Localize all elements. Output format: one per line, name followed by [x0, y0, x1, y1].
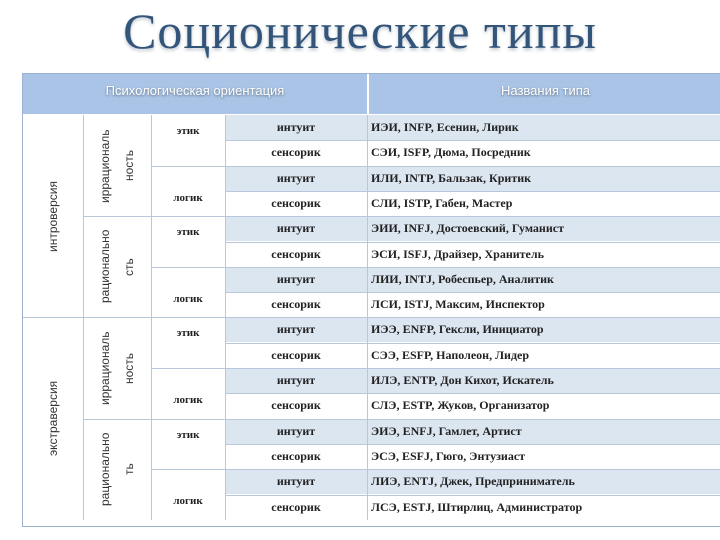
type-name-cell: СЛИ, ISTP, Габен, Мастер: [371, 195, 513, 210]
ethic-label: этик: [176, 125, 200, 137]
grid-line: [225, 444, 720, 445]
grid-line: [225, 292, 720, 293]
logic-label: логик: [173, 292, 203, 305]
rationality-label: сть: [122, 258, 136, 276]
sub-type-cell: сенсорик: [271, 297, 321, 312]
ethic-label: этик: [176, 428, 200, 441]
rationality-label: ность: [122, 352, 136, 384]
sub-type-cell: интуит: [276, 221, 316, 236]
type-name-cell: ЭИИ, INFJ, Достоевский, Гуманист: [371, 221, 564, 236]
table-header: [23, 74, 720, 114]
sub-type-cell: интуит: [276, 373, 316, 387]
type-name-cell: ИЛИ, INTP, Бальзак, Критик: [371, 170, 532, 185]
logic-label: логик: [173, 495, 203, 508]
ethic-label: этик: [176, 226, 200, 239]
grid-line: [225, 343, 720, 344]
grid-line: [225, 393, 720, 394]
grid-line: [151, 368, 720, 369]
header-type-names: Названия типа: [367, 74, 720, 114]
grid-line: [225, 495, 720, 496]
sub-type-cell: интуит: [276, 120, 316, 134]
sub-type-cell: интуит: [276, 170, 316, 185]
type-name-cell: ИЭЭ, ENFP, Гексли, Инициатор: [371, 322, 544, 337]
sub-type-cell: сенсорик: [271, 145, 321, 160]
rationality-label: ть: [122, 463, 136, 476]
type-name-cell: СЭЭ, ESFP, Наполеон, Лидер: [371, 347, 530, 362]
sub-type-cell: сенсорик: [271, 195, 321, 210]
type-name-cell: СЭИ, ISFP, Дюма, Посредник: [371, 145, 531, 160]
extraversion-label: экстраверсия: [46, 380, 60, 457]
type-name-cell: СЛЭ, ESTP, Жуков, Организатор: [371, 398, 550, 413]
grid-line: [83, 216, 720, 217]
type-name-cell: ИЭИ, INFP, Есенин, Лирик: [371, 120, 519, 134]
type-name-cell: ИЛЭ, ENTP, Дон Кихот, Искатель: [371, 373, 554, 387]
ethic-label: этик: [176, 327, 200, 340]
grid-line: [151, 469, 720, 470]
grid-line: [225, 242, 720, 243]
type-name-cell: ЭСИ, ISFJ, Драйзер, Хранитель: [371, 246, 544, 261]
introversion-label: интроверсия: [46, 180, 60, 252]
type-name-cell: ЛСЭ, ESTJ, Штирлиц, Администратор: [371, 499, 583, 514]
rationality-label: рационально: [98, 229, 112, 304]
grid-line: [225, 191, 720, 192]
logic-label: логик: [173, 191, 203, 204]
sub-type-cell: сенсорик: [271, 246, 321, 261]
sub-type-cell: интуит: [276, 474, 316, 489]
sub-type-cell: сенсорик: [271, 448, 321, 463]
logic-label: логик: [173, 394, 203, 406]
grid-line: [83, 419, 720, 420]
grid-line: [151, 267, 720, 268]
grid-line: [23, 317, 720, 318]
type-name-cell: ЭИЭ, ENFJ, Гамлет, Артист: [371, 423, 522, 438]
sub-type-cell: сенсорик: [271, 398, 321, 413]
page-title: Соционические типы: [123, 3, 597, 59]
grid-line: [225, 140, 720, 141]
rationality-label: рационально: [98, 432, 112, 506]
type-name-cell: ЛИЭ, ENTJ, Джек, Предприниматель: [371, 474, 575, 489]
header-orientation: Психологическая ориентация: [105, 83, 285, 98]
sub-type-cell: сенсорик: [271, 347, 321, 362]
sub-type-cell: интуит: [276, 271, 316, 286]
grid-line: [151, 166, 720, 167]
type-name-cell: ЭСЭ, ESFJ, Гюго, Энтузиаст: [371, 448, 526, 463]
sub-type-cell: сенсорик: [271, 499, 321, 514]
type-name-cell: ЛИИ, INTJ, Робеспьер, Аналитик: [371, 271, 554, 286]
type-name-cell: ЛСИ, ISTJ, Максим, Инспектор: [371, 297, 545, 312]
sub-type-cell: интуит: [276, 322, 316, 337]
sub-type-cell: интуит: [276, 423, 316, 438]
rationality-label: иррациональ: [98, 129, 112, 203]
rationality-label: ность: [122, 150, 136, 182]
rationality-label: иррациональ: [98, 331, 112, 405]
socionics-table: [22, 73, 720, 527]
